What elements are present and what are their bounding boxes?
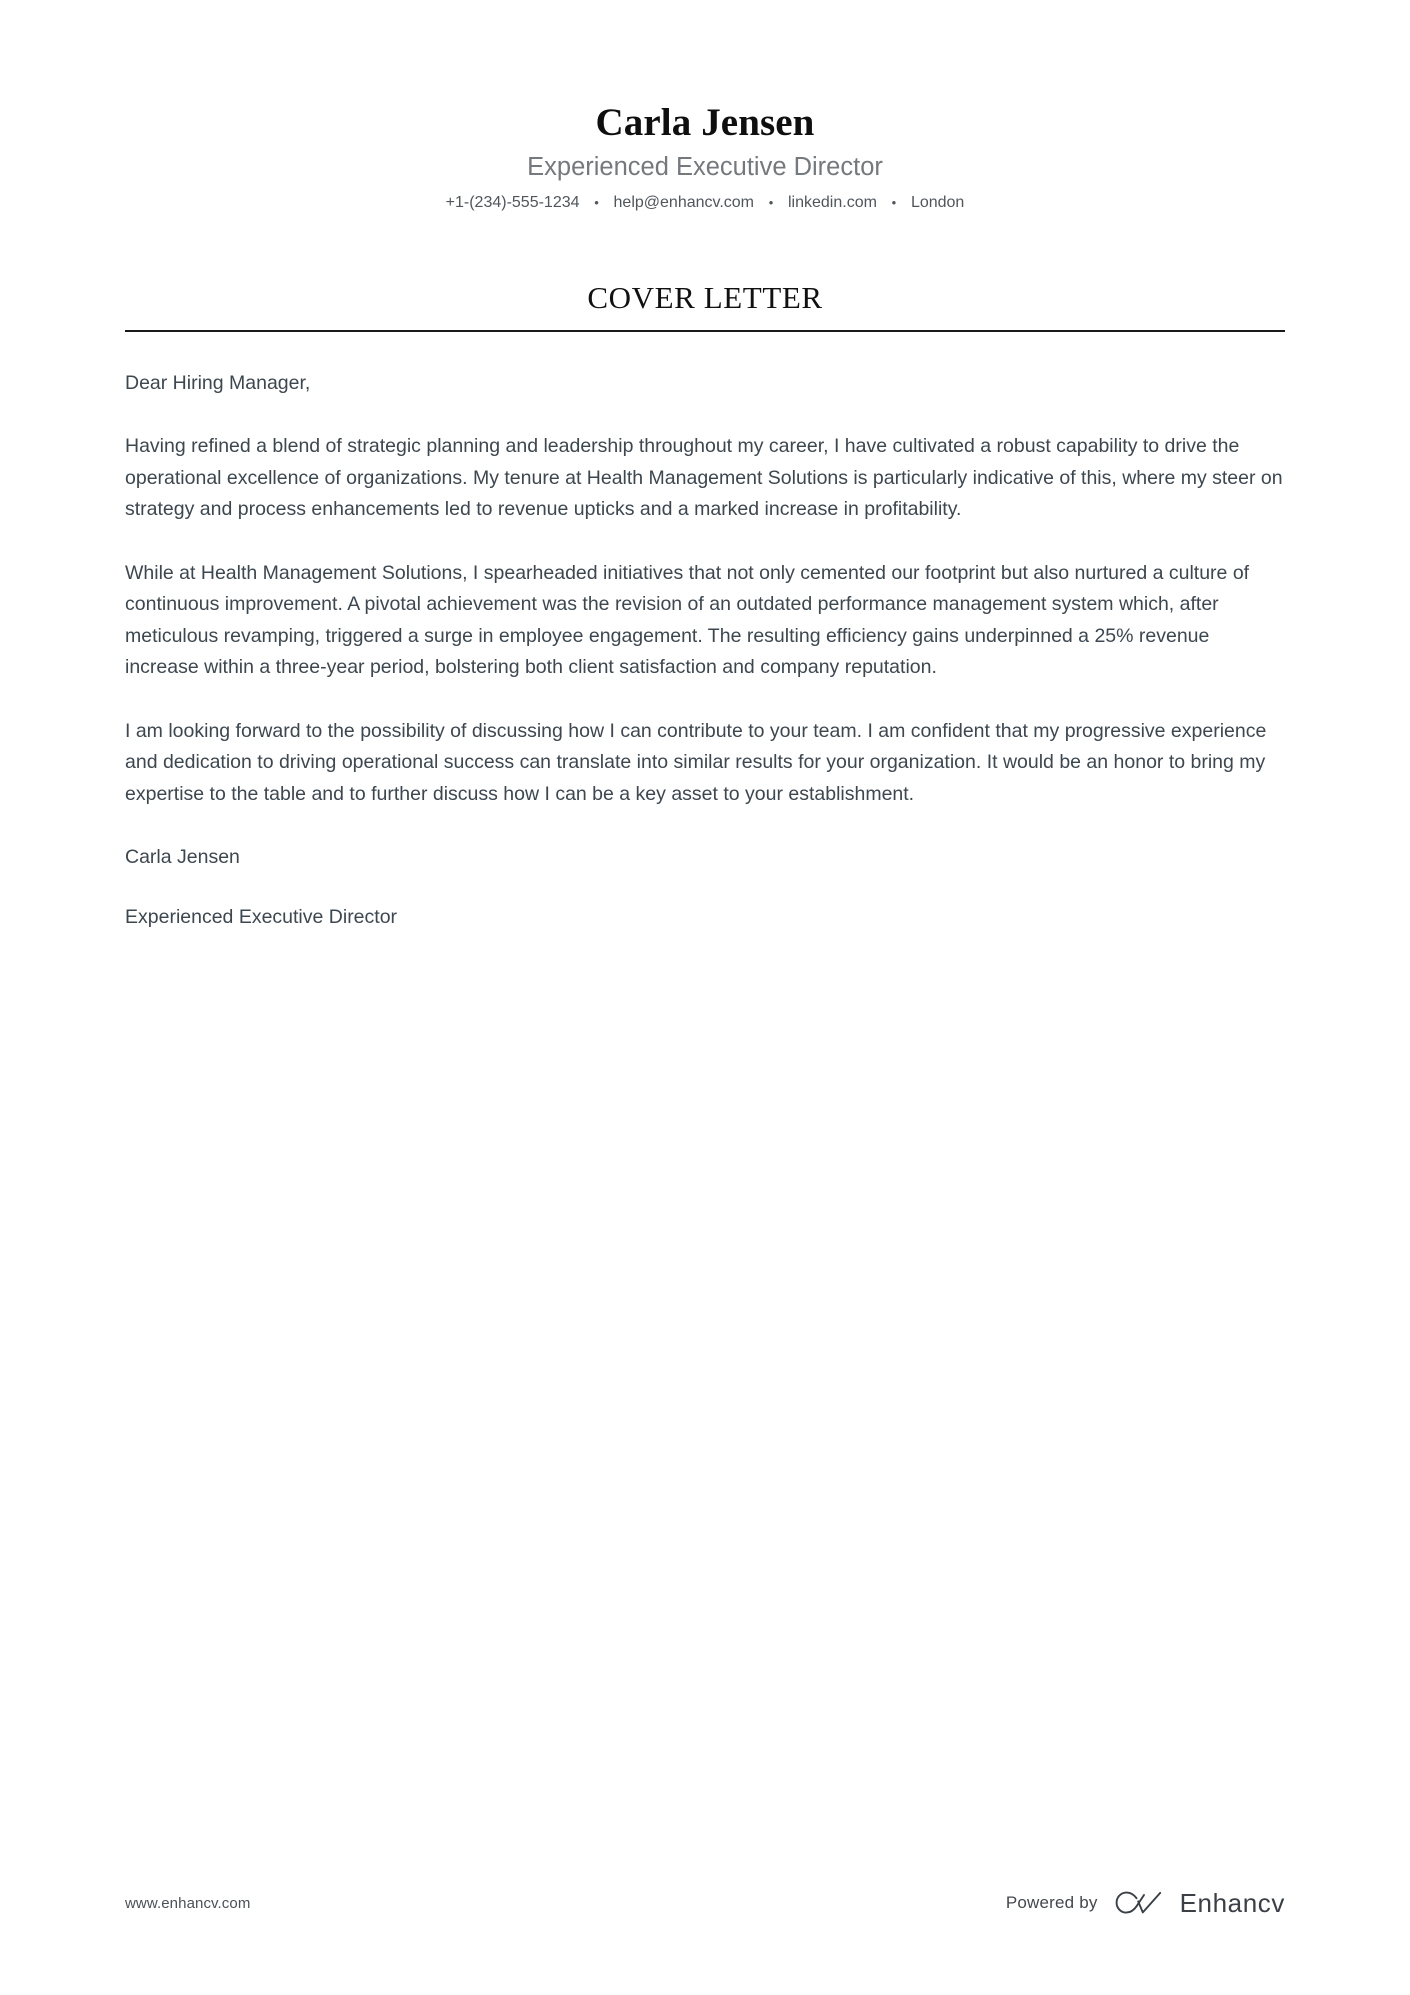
candidate-job-title: Experienced Executive Director [527, 153, 883, 182]
document-header [0, 0, 1410, 214]
salutation: Dear Hiring Manager, [125, 371, 311, 394]
signature-name: Carla Jensen [125, 846, 240, 869]
letter-paragraph: I am looking forward to the possibility of discussing how I can contribute to your team. I am confident that my progressive experience and dedication to driving operational success can translate into similar results for your organization. It would be an honor to bring my expertise to the table and to further discuss how I can be a key asset to your establishment. [125, 719, 1267, 805]
section-divider [125, 330, 1285, 332]
footer-website-url: www.enhancv.com [125, 1894, 251, 1912]
candidate-name: Carla Jensen [595, 101, 815, 144]
enhancv-brand-name: Enhancv [1179, 1887, 1285, 1918]
section-title: COVER LETTER [587, 279, 823, 315]
contact-email: help@enhancv.com [613, 193, 754, 211]
letter-paragraph: Having refined a blend of strategic planning and leadership throughout my career, I have cultivated a robust capability to drive the operational excellence of organizations. My tenure at Health Management Solutions is particularly indicative of this, where my steer on strategy and process enhancements led to revenue upticks and a marked increase in profitability. [125, 435, 1283, 521]
contact-separator-icon: • [891, 194, 897, 210]
letter-body [0, 368, 1410, 934]
contact-linkedin: linkedin.com [788, 193, 877, 211]
letter-paragraph: While at Health Management Solutions, I spearheaded initiatives that not only cemented our footprint but also nurtured a culture of continuous improvement. A pivotal achievement was the revision of an outdated performance management system which, after meticulous revamping, triggered a surge in employee engagement. The resulting efficiency gains underpinned a 25% revenue increase within a three-year period, bolstering both client satisfaction and company reputation. [125, 561, 1250, 679]
contact-location: London [910, 193, 965, 211]
footer-branding [1006, 1888, 1285, 1919]
powered-by-label: Powered by [1005, 1893, 1098, 1912]
contact-separator-icon: • [594, 194, 599, 210]
contact-line [0, 193, 1410, 214]
contact-phone: +1-(234)-555-1234 [445, 193, 580, 211]
cover-letter-section-header [0, 281, 1410, 332]
document-footer [0, 1887, 1410, 1919]
signature-title: Experienced Executive Director [125, 905, 398, 928]
enhancv-logo-icon [1114, 1888, 1164, 1918]
contact-separator-icon: • [768, 194, 774, 210]
